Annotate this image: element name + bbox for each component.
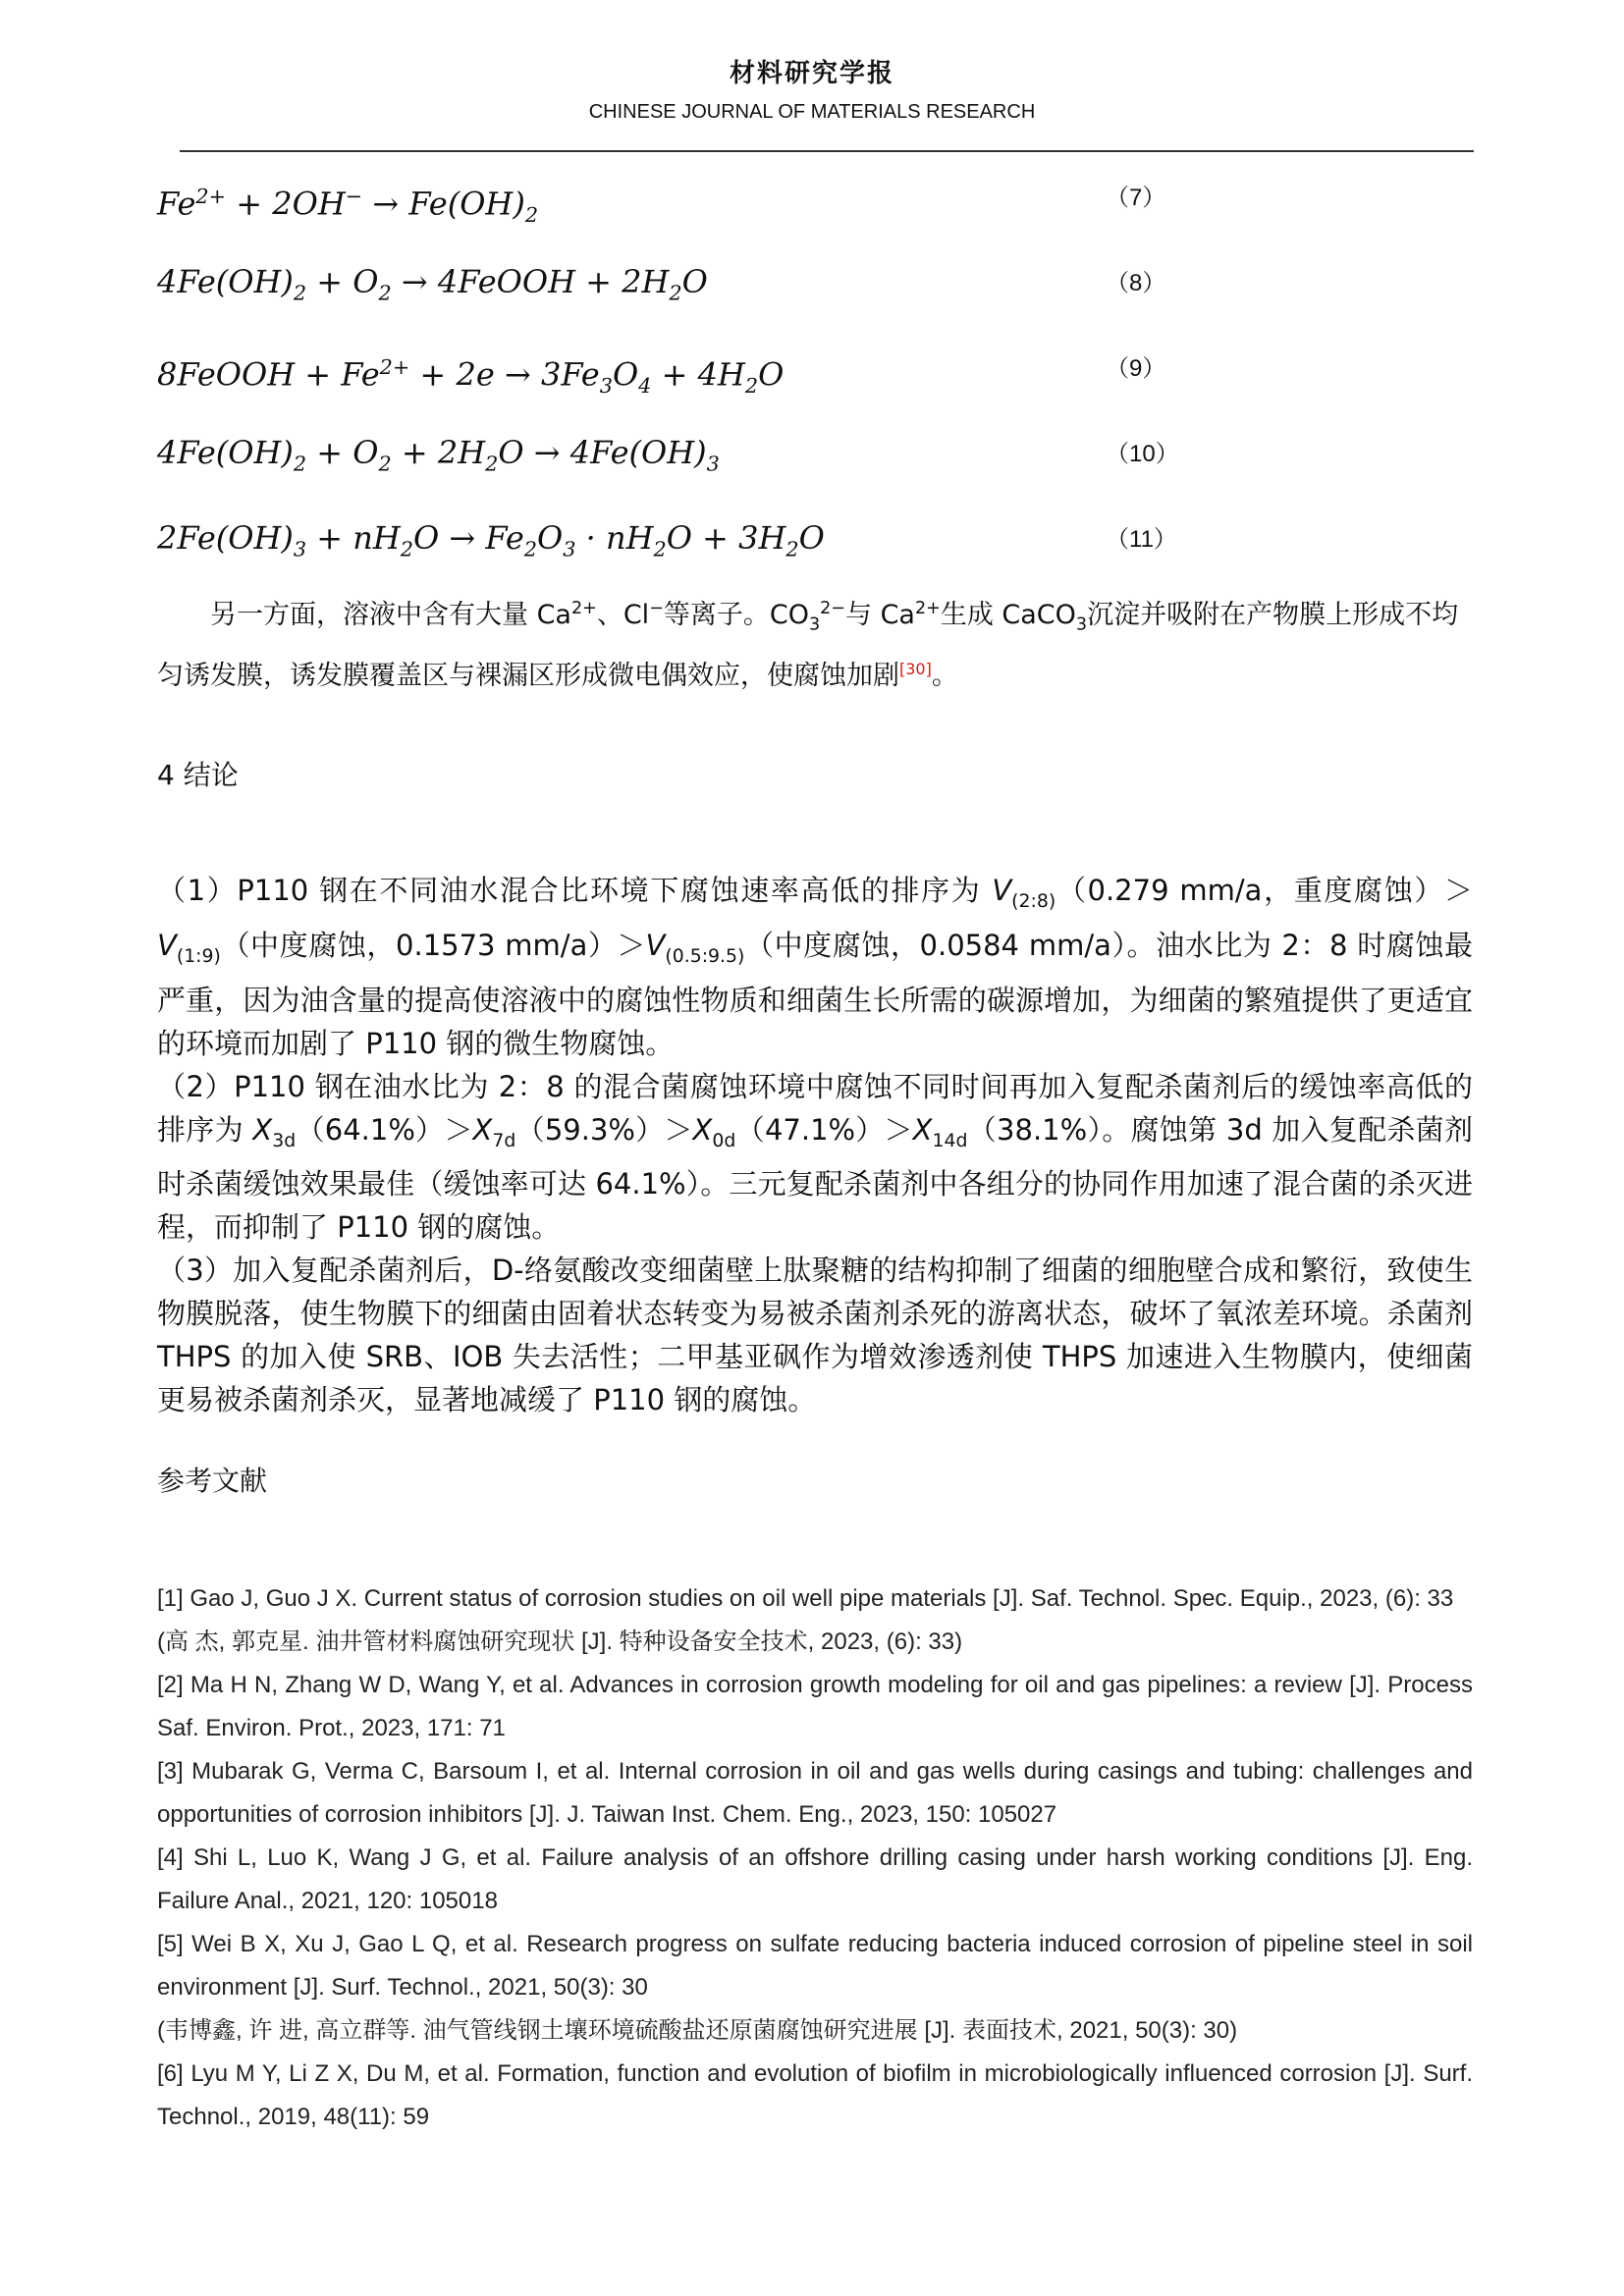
reference-item: [2] Ma H N, Zhang W D, Wang Y, et al. Advances in corrosion growth modeling for oil and gas pipelines: a review [J]. Process Saf. Environ. Prot., 2023, 171: 71 xyxy=(157,1672,1473,1741)
equation-number-8: （8） xyxy=(1106,270,1166,296)
reference-item: (高 杰, 郭克星. 油井管材料腐蚀研究现状 [J]. 特种设备安全技术, 2023, (6): 33) xyxy=(157,1629,963,1655)
page-header xyxy=(0,53,1624,124)
equation-number-7: （7） xyxy=(1106,185,1166,211)
header-divider xyxy=(180,150,1474,152)
reference-item: [4] Shi L, Luo K, Wang J G, et al. Failure analysis of an offshore drilling casing under harsh working conditions [J]. Eng. Failure Anal., 2021, 120: 105018 xyxy=(157,1844,1473,1914)
conclusion-item-2: （2）P110 钢在油水比为 2：8 的混合菌腐蚀环境中腐蚀不同时间再加入复配杀菌剂后的缓蚀率高低的排序为 $X_{3d}(64.1\%)>X_{7d}(59.3\%)>X_{0d}(47.1\%)>X_{14d}(38.1\%)$。腐蚀第 3d 加入复配杀菌剂时杀菌缓蚀效果最佳（缓蚀率可达 64.1%）。三元复配杀菌剂中各组分的协同作用加速了混合菌的杀灭进程，而抑制了 P110 钢的腐蚀。 xyxy=(157,1069,1473,1245)
conclusion-item-3: （3）加入复配杀菌剂后，D-络氨酸改变细菌壁上肽聚糖的结构抑制了细菌的细胞壁合成和繁衍，致使生物膜脱落，使生物膜下的细菌由固着状态转变为易被杀菌剂杀死的游离状态，破坏了氧浓差环境。杀菌剂 THPS 的加入使 SRB、IOB 失去活性；二甲基亚砜作为增效渗透剂使 THPS 加速进入生物膜内，使细菌更易被杀菌剂杀灭，显著地减缓了 P110 钢的腐蚀。 xyxy=(157,1254,1473,1417)
reference-item: [5] Wei B X, Xu J, Gao L Q, et al. Research progress on sulfate reducing bacteria induced corrosion of pipeline steel in soil environment [J]. Surf. Technol., 2021, 50(3): 30 xyxy=(157,1931,1473,2001)
conclusions-list xyxy=(157,869,1473,1421)
journal-title-cn: 材料研究学报 xyxy=(729,59,894,88)
equation-7: $Fe^{2+} + 2OH^- \to Fe(OH)_2$ xyxy=(157,185,539,228)
equation-number-9: （9） xyxy=(1106,355,1166,382)
reference-item: [1] Gao J, Guo J X. Current status of corrosion studies on oil well pipe materials [J]. Saf. Technol. Spec. Equip., 2023, (6): 33 xyxy=(157,1585,1454,1612)
section-title: 4 结论 xyxy=(157,759,239,791)
references-heading: 参考文献 xyxy=(157,1465,268,1497)
conclusion-item-1: （1）P110 钢在不同油水混合比环境下腐蚀速率高低的排序为 $V_{(2:8)}(0.279$ mm/a，重度腐蚀）$>V_{(1:9)}$（中度腐蚀，0.1573 $mm/a)>V_{(0.5:9.5)}$（中度腐蚀，0.0584 mm/a）。油水比为 2：8 时腐蚀最严重，因为油含量的提高使溶液中的腐蚀性物质和细菌生长所需的碳源增加，为细菌的繁殖提供了更适宜的环境而加剧了 P110 钢的微生物腐蚀。 xyxy=(157,874,1474,1060)
reference-item: (韦博鑫, 许 进, 高立群等. 油气管线钢土壤环境硫酸盐还原菌腐蚀研究进展 [J]. 表面技术, 2021, 50(3): 30) xyxy=(157,2017,1238,2044)
equation-11: $2Fe(OH)_3 + nH_2O \to Fe_2O_3 \cdot nH_2O + 3H_2O$ xyxy=(157,519,825,561)
equation-number-11: （11） xyxy=(1106,526,1177,553)
journal-title-en: CHINESE JOURNAL OF MATERIALS RESEARCH xyxy=(588,101,1036,123)
body-paragraph: 另一方面，溶液中含有大量 $Ca^{2+}$、Cl−等离子。$CO_3^{2-}$与 $Ca^{2+}$生成 CaCO$_3$沉淀并吸附在产物膜上形成不均匀诱发膜，诱发膜覆盖区与裸漏区形成微电偶效应，使腐蚀加剧[30]。 xyxy=(157,599,1459,692)
reference-item: [3] Mubarak G, Verma C, Barsoum I, et al. Internal corrosion in oil and gas wells during casings and tubing: challenges and opportunities of corrosion inhibitors [J]. J. Taiwan Inst. Chem. Eng., 2023, 150: 105027 xyxy=(157,1758,1473,1828)
equation-8: $4Fe(OH)_2 + O_2$ → 4FeOOH + $2H_2O$ xyxy=(157,263,708,305)
reference-item: [6] Lyu M Y, Li Z X, Du M, et al. Formation, function and evolution of biofilm in microbiologically influenced corrosion [J]. Surf. Technol., 2019, 48(11): 59 xyxy=(157,2060,1473,2130)
equation-9: 8FeOOH + $Fe^{2+} + 2e \to 3Fe_3O_4 + 4H_2O$ xyxy=(157,355,785,399)
equation-10: $4Fe(OH)_2 + O_2 + 2H_2O \to 4Fe(OH)_3$ xyxy=(157,434,720,476)
equation-number-10: （10） xyxy=(1106,441,1179,467)
references-list xyxy=(157,1577,1473,2139)
